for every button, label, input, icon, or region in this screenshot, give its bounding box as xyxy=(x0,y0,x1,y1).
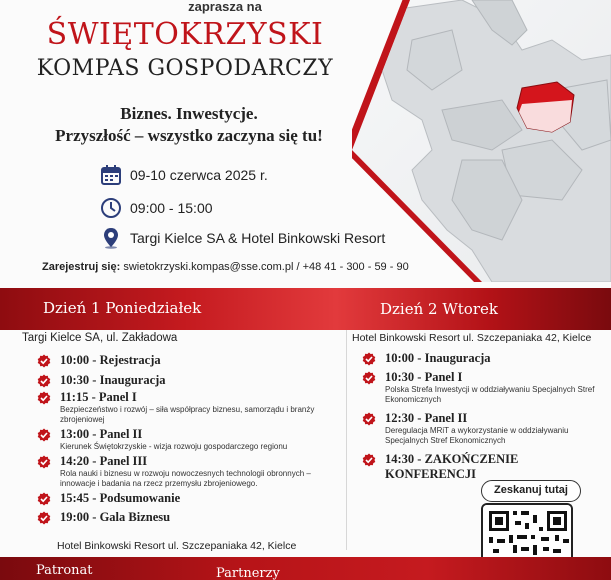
check-badge-icon xyxy=(362,352,376,366)
check-badge-icon xyxy=(37,455,51,469)
day1-title: Dzień 1 Poniedziałek xyxy=(43,299,202,317)
schedule-item-title: 11:15 - Panel I xyxy=(60,390,137,404)
check-badge-icon xyxy=(37,511,51,525)
schedule-item-title: 10:30 - Inauguracja xyxy=(60,373,166,387)
day1-schedule xyxy=(37,353,327,525)
schedule-item-title: 12:30 - Panel II xyxy=(385,411,468,425)
check-badge-icon xyxy=(37,374,51,388)
clock-icon xyxy=(100,197,122,219)
event-place xyxy=(100,227,385,249)
schedule-item xyxy=(37,491,327,506)
schedule-item xyxy=(362,452,602,482)
event-time-text: 09:00 - 15:00 xyxy=(130,200,213,216)
schedule-item xyxy=(37,454,327,489)
schedule-item-title: 10:00 - Rejestracja xyxy=(60,353,161,367)
calendar-icon xyxy=(100,164,122,186)
schedule-item-title: 19:00 - Gala Biznesu xyxy=(60,510,171,524)
slogan-line1: Biznes. Inwestycje. xyxy=(120,104,258,123)
registration-info xyxy=(42,261,442,273)
location-pin-icon xyxy=(100,227,122,249)
invites-text: zaprasza na xyxy=(188,0,262,14)
event-date-text: 09-10 czerwca 2025 r. xyxy=(130,167,268,183)
schedule-item xyxy=(37,427,327,452)
check-badge-icon xyxy=(362,412,376,426)
register-label: Zarejestruj się: xyxy=(42,261,121,273)
check-badge-icon xyxy=(362,371,376,385)
gala-place: Hotel Binkowski Resort ul. Szczepaniaka 42, Kielce xyxy=(57,540,297,552)
schedule-item-description: Polska Strefa Inwestycji w oddziaływaniu Specjalnych Stref Ekonomicznych xyxy=(385,385,595,404)
check-badge-icon xyxy=(362,453,376,467)
schedule-item xyxy=(362,411,602,446)
event-date xyxy=(100,164,268,186)
schedule-item-description: Deregulacja MRiT a wykorzystanie w oddziaływaniu Specjalnych Stref Ekonomicznych xyxy=(385,426,569,445)
schedule-item-description: Rola nauki i biznesu w rozwoju nowoczesnych technologii obronnych – innowacje i badania na rzecz przemysłu zbrojeniowego. xyxy=(60,469,311,488)
scan-here-button[interactable]: Zeskanuj tutaj xyxy=(481,480,581,502)
day2-title: Dzień 2 Wtorek xyxy=(380,300,498,318)
schedule-item xyxy=(362,351,602,366)
check-badge-icon xyxy=(37,354,51,368)
day2-venue: Hotel Binkowski Resort ul. Szczepaniaka 42, Kielce xyxy=(352,332,592,344)
schedule-item-title: 10:00 - Inauguracja xyxy=(385,351,491,365)
check-badge-icon xyxy=(37,391,51,405)
schedule-item xyxy=(37,353,327,368)
check-badge-icon xyxy=(37,428,51,442)
event-title-line2: KOMPAS GOSPODARCZY xyxy=(36,56,334,81)
schedule-item-description: Kierunek Świętokrzyskie - wizja rozwoju gospodarczego regionu xyxy=(60,442,288,451)
schedule-item-title: 14:30 - ZAKOŃCZENIE KONFERENCJI xyxy=(385,452,519,481)
schedule-item xyxy=(37,510,327,525)
schedule-item xyxy=(37,390,327,425)
day1-venue: Targi Kielce SA, ul. Zakładowa xyxy=(22,332,178,344)
event-title-line1: ŚWIĘTOKRZYSKI xyxy=(46,17,324,52)
europe-map-image xyxy=(352,0,611,282)
check-badge-icon xyxy=(37,492,51,506)
day-divider xyxy=(346,330,347,550)
patronat-label: Patronat xyxy=(36,563,93,578)
schedule-item xyxy=(37,373,327,388)
schedule-item-title: 13:00 - Panel II xyxy=(60,427,143,441)
slogan-line2: Przyszłość – wszystko zaczyna się tu! xyxy=(55,126,323,145)
schedule-item-title: 10:30 - Panel I xyxy=(385,370,463,384)
schedule-item-description: Bezpieczeństwo i rozwój – siła współpracy biznesu, samorządu i branży zbrojeniowej xyxy=(60,405,315,424)
day2-schedule xyxy=(362,351,602,482)
event-time xyxy=(100,197,213,219)
register-contact[interactable]: swietokrzyski.kompas@sse.com.pl / +48 41 - 300 - 59 - 90 xyxy=(120,261,409,273)
schedule-item-title: 14:20 - Panel III xyxy=(60,454,148,468)
schedule-item xyxy=(362,370,602,405)
partnerzy-label: Partnerzy xyxy=(216,566,280,580)
schedule-item-title: 15:45 - Podsumowanie xyxy=(60,491,181,505)
event-place-text: Targi Kielce SA & Hotel Binkowski Resort xyxy=(130,230,386,246)
